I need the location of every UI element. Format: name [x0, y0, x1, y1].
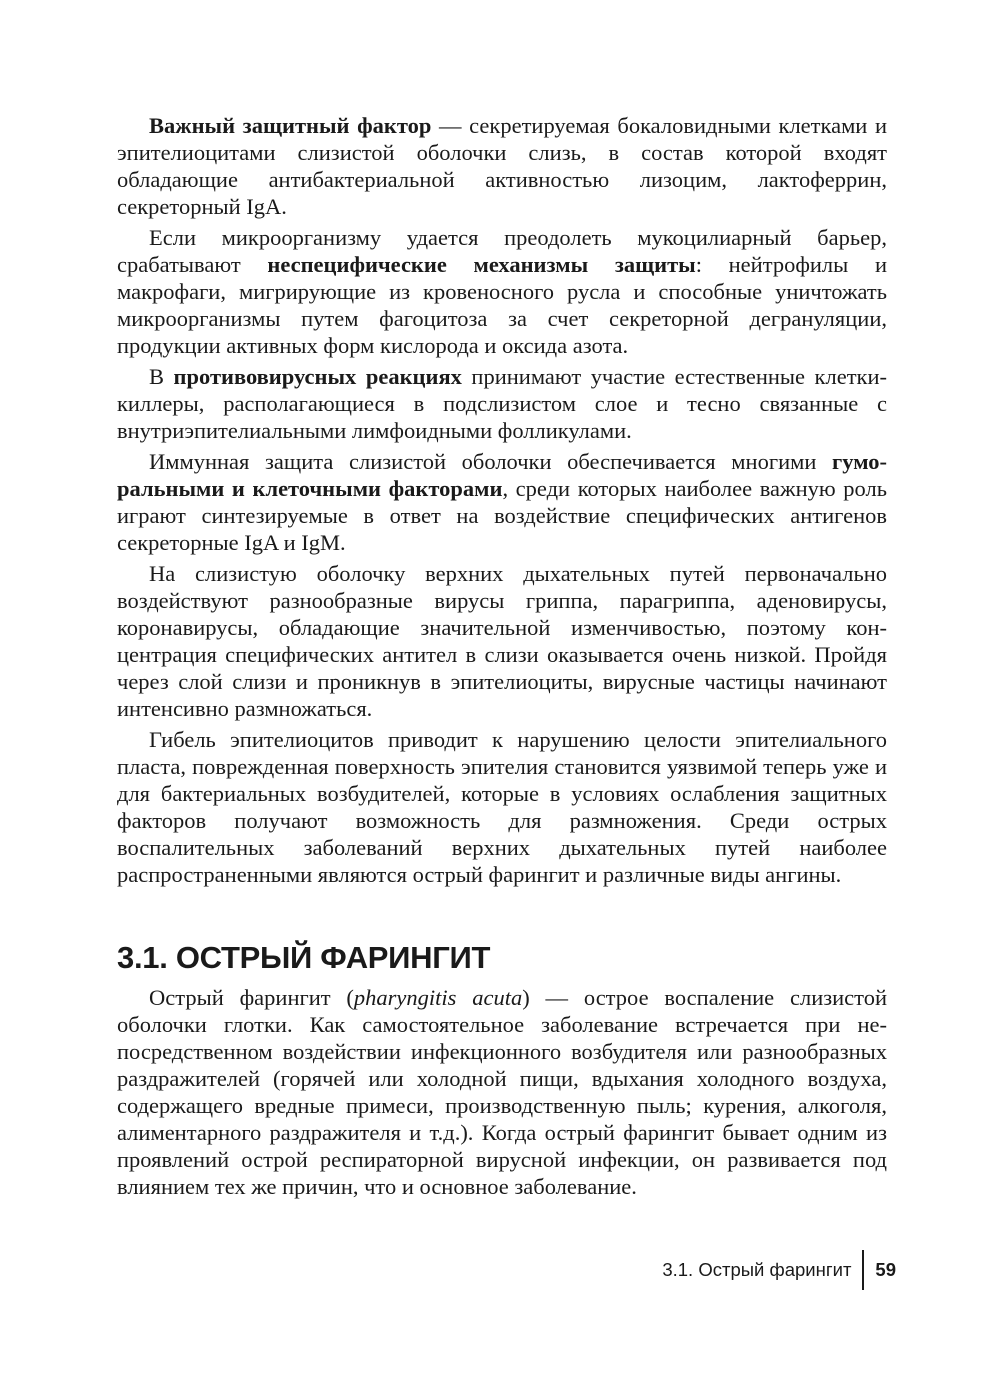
paragraph-pharyngitis-definition: Острый фарингит (pharyngitis acuta) — острое воспаление слизистой оболочки глотки. Как самостоятельное заболевание встречается при непосредственном воздействии инфекционного возбудителя или разнообразных раздражителей (горячей или холодной пищи, вдыхания холодного воздуха, содержащего вредные примеси, производственную пыль; курения, алкоголя, алиментарного раздражителя и т.д.). Когда острый фарингит бывает одним из проявлений острой респираторной вирусной инфекции, он развивается под влиянием тех же причин, что и основное заболевание. — [117, 985, 887, 1199]
paragraph-epithelium-damage: Гибель эпителиоцитов приводит к нарушению целости эпителиального пласта, поврежденная поверхность эпителия становится уязвимой теперь уже и для бактериальных возбудителей, которые в условиях ослабления защитных факторов получают возможность для размножения. Среди острых воспалительных заболеваний верхних дыхательных путей наиболее распространенными являются острый фарингит и различные виды ангины. — [117, 727, 887, 887]
paragraph-immune-protection: Иммунная защита слизистой оболочки обеспечивается многими гуморальными и клеточными факторами, среди которых наиболее важную роль играют синтезируемые в ответ на воздействие специфических антигенов секреторные IgA и IgM. — [117, 449, 887, 555]
section-heading: 3.1. ОСТРЫЙ ФАРИНГИТ — [117, 940, 491, 975]
paragraph-viruses: На слизистую оболочку верхних дыхательных путей первоначально воздействуют разнообразные вирусы гриппа, парагриппа, аденовирусы, коронавирусы, обладающие значительной изменчивостью, поэтому концентрация специфических антител в слизи оказывается очень низкой. Пройдя через слой слизи и проникнув в эпителиоциты, вирусные частицы начинают интенсивно размножаться. — [117, 561, 887, 721]
bold-term: Важный защитный фактор — [149, 113, 432, 138]
bold-term: гуморальными и клеточными факторами — [117, 449, 887, 501]
bold-term: противовирусных реакциях — [173, 364, 462, 389]
paragraph-nonspecific-mechanisms: Если микроорганизму удается преодолеть мукоцилиарный барьер, срабатывают неспецифические механизмы защиты: нейтрофилы и макрофаги, мигрирующие из кровеносного русла и способные уничтожать микроорганизмы путем фагоцитоза за счет секреторной дегрануляции, продукции активных форм кислорода и оксида азота. — [117, 225, 888, 358]
bold-term: неспецифические механизмы защиты — [267, 252, 696, 277]
page-footer — [662, 1250, 896, 1290]
page-number: 59 — [875, 1259, 896, 1280]
paragraph-protective-factor: Важный защитный фактор — секретируемая бокаловидными клетками и эпителиоцитами слизистой оболочки слизь, в состав которой входят обладающие антибактериальной активностью лизоцим, лактоферрин, секреторный IgA. — [117, 113, 888, 219]
running-title: 3.1. Острый фарингит — [662, 1259, 852, 1280]
latin-term: pharyngitis acuta — [353, 985, 523, 1010]
section-body — [117, 984, 887, 1200]
paragraph-antiviral-reactions: В противовирусных реакциях принимают участие естественные клетки-киллеры, располагающиеся в подслизистом слое и тесно связанные с внутриэпителиальными лимфоидными фолликулами. — [117, 364, 887, 443]
body-text — [117, 112, 887, 888]
